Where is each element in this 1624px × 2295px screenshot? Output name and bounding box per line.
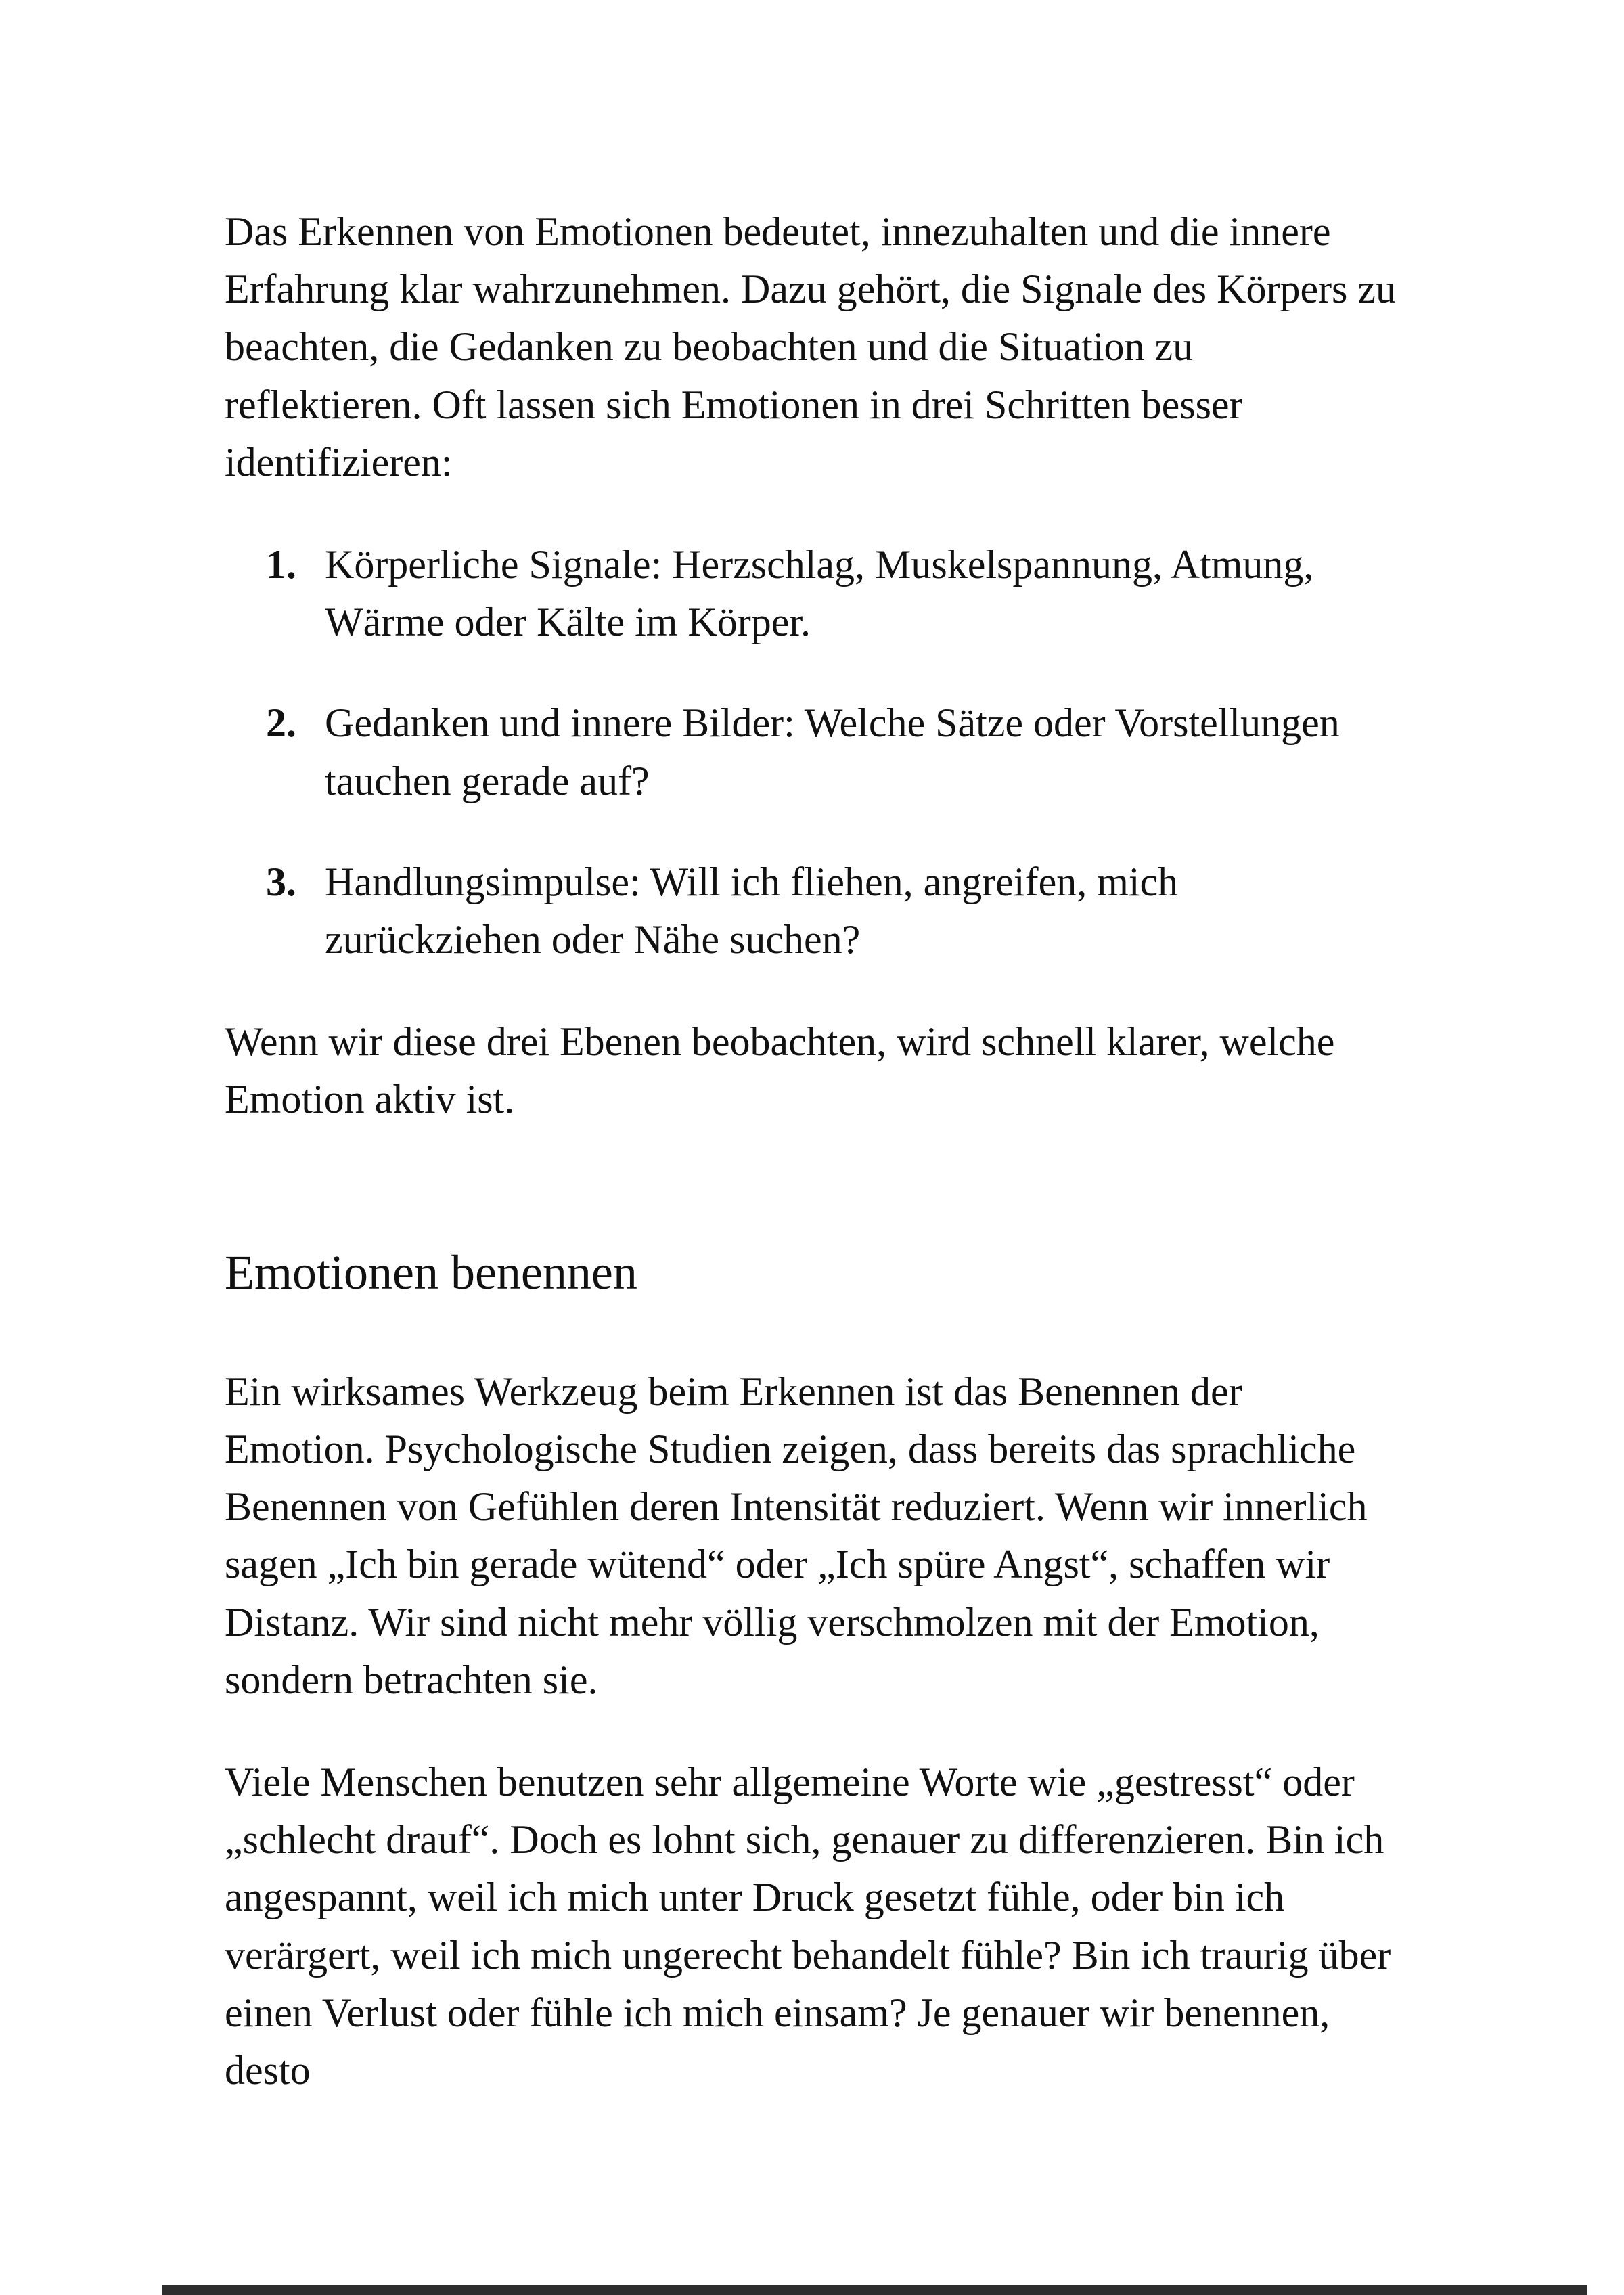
- section-heading: Emotionen benennen: [225, 1245, 637, 1300]
- document-page: [225, 203, 1399, 2144]
- list-item-number: 2.: [266, 700, 296, 746]
- naming-paragraph: Ein wirksames Werkzeug beim Erkennen ist das Benennen der Emotion. Psychologische Studien zeigen, dass bereits das sprachliche Benennen von Gefühlen deren Intensität reduziert. Wenn wir innerlich sagen „Ich bin gerade wütend“ oder „Ich spüre Angst“, schaffen wir Distanz. Wir sind nicht mehr völlig verschmolzen mit der Emotion, sondern betrachten sie.: [225, 1368, 1368, 1702]
- numbered-list: [225, 536, 1399, 968]
- list-item-text: Körperliche Signale: Herzschlag, Muskelspannung, Atmung, Wärme oder Kälte im Körper.: [325, 541, 1314, 645]
- list-item-text: Handlungsimpulse: Will ich fliehen, angreifen, mich zurückziehen oder Nähe suchen?: [325, 859, 1179, 962]
- differentiation-paragraph: Viele Menschen benutzen sehr allgemeine Worte wie „gestresst“ oder „schlecht drauf“. Doch es lohnt sich, genauer zu differenzieren. Bin ich angespannt, weil ich mich unter Druck gesetzt fühle, oder bin ich verärgert, weil ich mich ungerecht behandelt fühle? Bin ich traurig über einen Verlust oder fühle ich mich einsam? Je genauer wir benennen, desto: [225, 1759, 1391, 2093]
- list-item: [225, 694, 1399, 809]
- list-item: [225, 853, 1399, 968]
- summary-paragraph: Wenn wir diese drei Ebenen beobachten, wird schnell klarer, welche Emotion aktiv ist.: [225, 1019, 1335, 1122]
- page-bottom-bar: [162, 2285, 1587, 2295]
- list-item-text: Gedanken und innere Bilder: Welche Sätze oder Vorstellungen tauchen gerade auf?: [325, 700, 1340, 803]
- list-item-number: 3.: [266, 859, 296, 904]
- list-item: [225, 536, 1399, 651]
- list-item-number: 1.: [266, 541, 296, 587]
- intro-paragraph: Das Erkennen von Emotionen bedeutet, innezuhalten und die innere Erfahrung klar wahrzunehmen. Dazu gehört, die Signale des Körpers zu beachten, die Gedanken zu beobachten und die Situation zu reflektieren. Oft lassen sich Emotionen in drei Schritten besser identifizieren:: [225, 209, 1397, 485]
